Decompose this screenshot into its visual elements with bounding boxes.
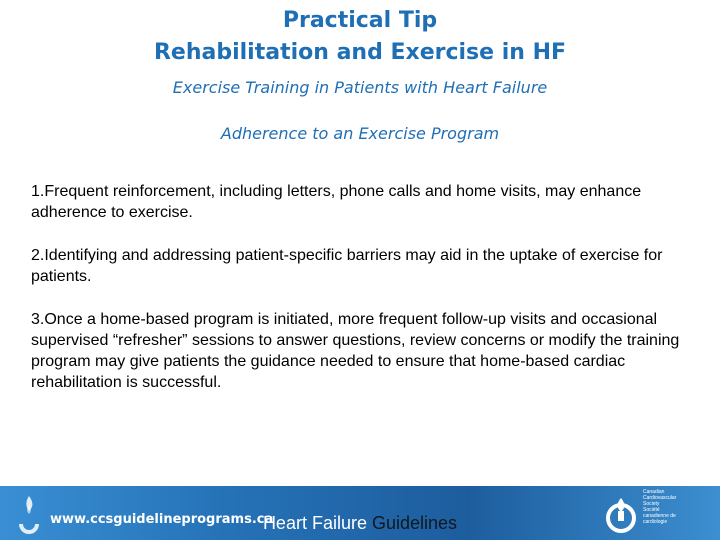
org-name-line: Canadian	[643, 489, 665, 495]
point-item: 3.Once a home-based program is initiated, more frequent follow-up visits and occasional supervised “refresher” sessions to answer questions, review concerns or modify the training program may give patients the guidance needed to ensure that home-based cardiac rehabilitation is successful.	[31, 311, 680, 391]
website-link[interactable]: www.ccsguidelineprograms.ca	[50, 512, 274, 527]
topic-heading: Exercise Training in Patients with Heart Failure	[172, 78, 548, 97]
ccs-logo-icon	[602, 494, 640, 534]
points-list	[31, 181, 691, 415]
footer-title-part2: Guidelines	[372, 513, 458, 533]
org-name-line: Society	[643, 501, 660, 507]
slide-subtitle: Rehabilitation and Exercise in HF	[153, 40, 567, 65]
org-name	[643, 489, 713, 525]
slide-title: Practical Tip	[282, 8, 438, 33]
section-heading: Adherence to an Exercise Program	[220, 124, 500, 143]
point-item: 1.Frequent reinforcement, including letters, phone calls and home visits, may enhance adherence to exercise.	[31, 183, 642, 221]
point-item: 2.Identifying and addressing patient-specific barriers may aid in the uptake of exercise for patients.	[31, 247, 663, 285]
org-name-line: cardiologie	[643, 519, 668, 525]
footer-bar	[0, 486, 720, 540]
org-name-line: Société	[643, 507, 660, 513]
org-name-line: Cardiovascular	[643, 495, 677, 501]
org-name-line: canadienne de	[643, 513, 676, 519]
footer-title-part1: Heart Failure	[262, 513, 367, 533]
